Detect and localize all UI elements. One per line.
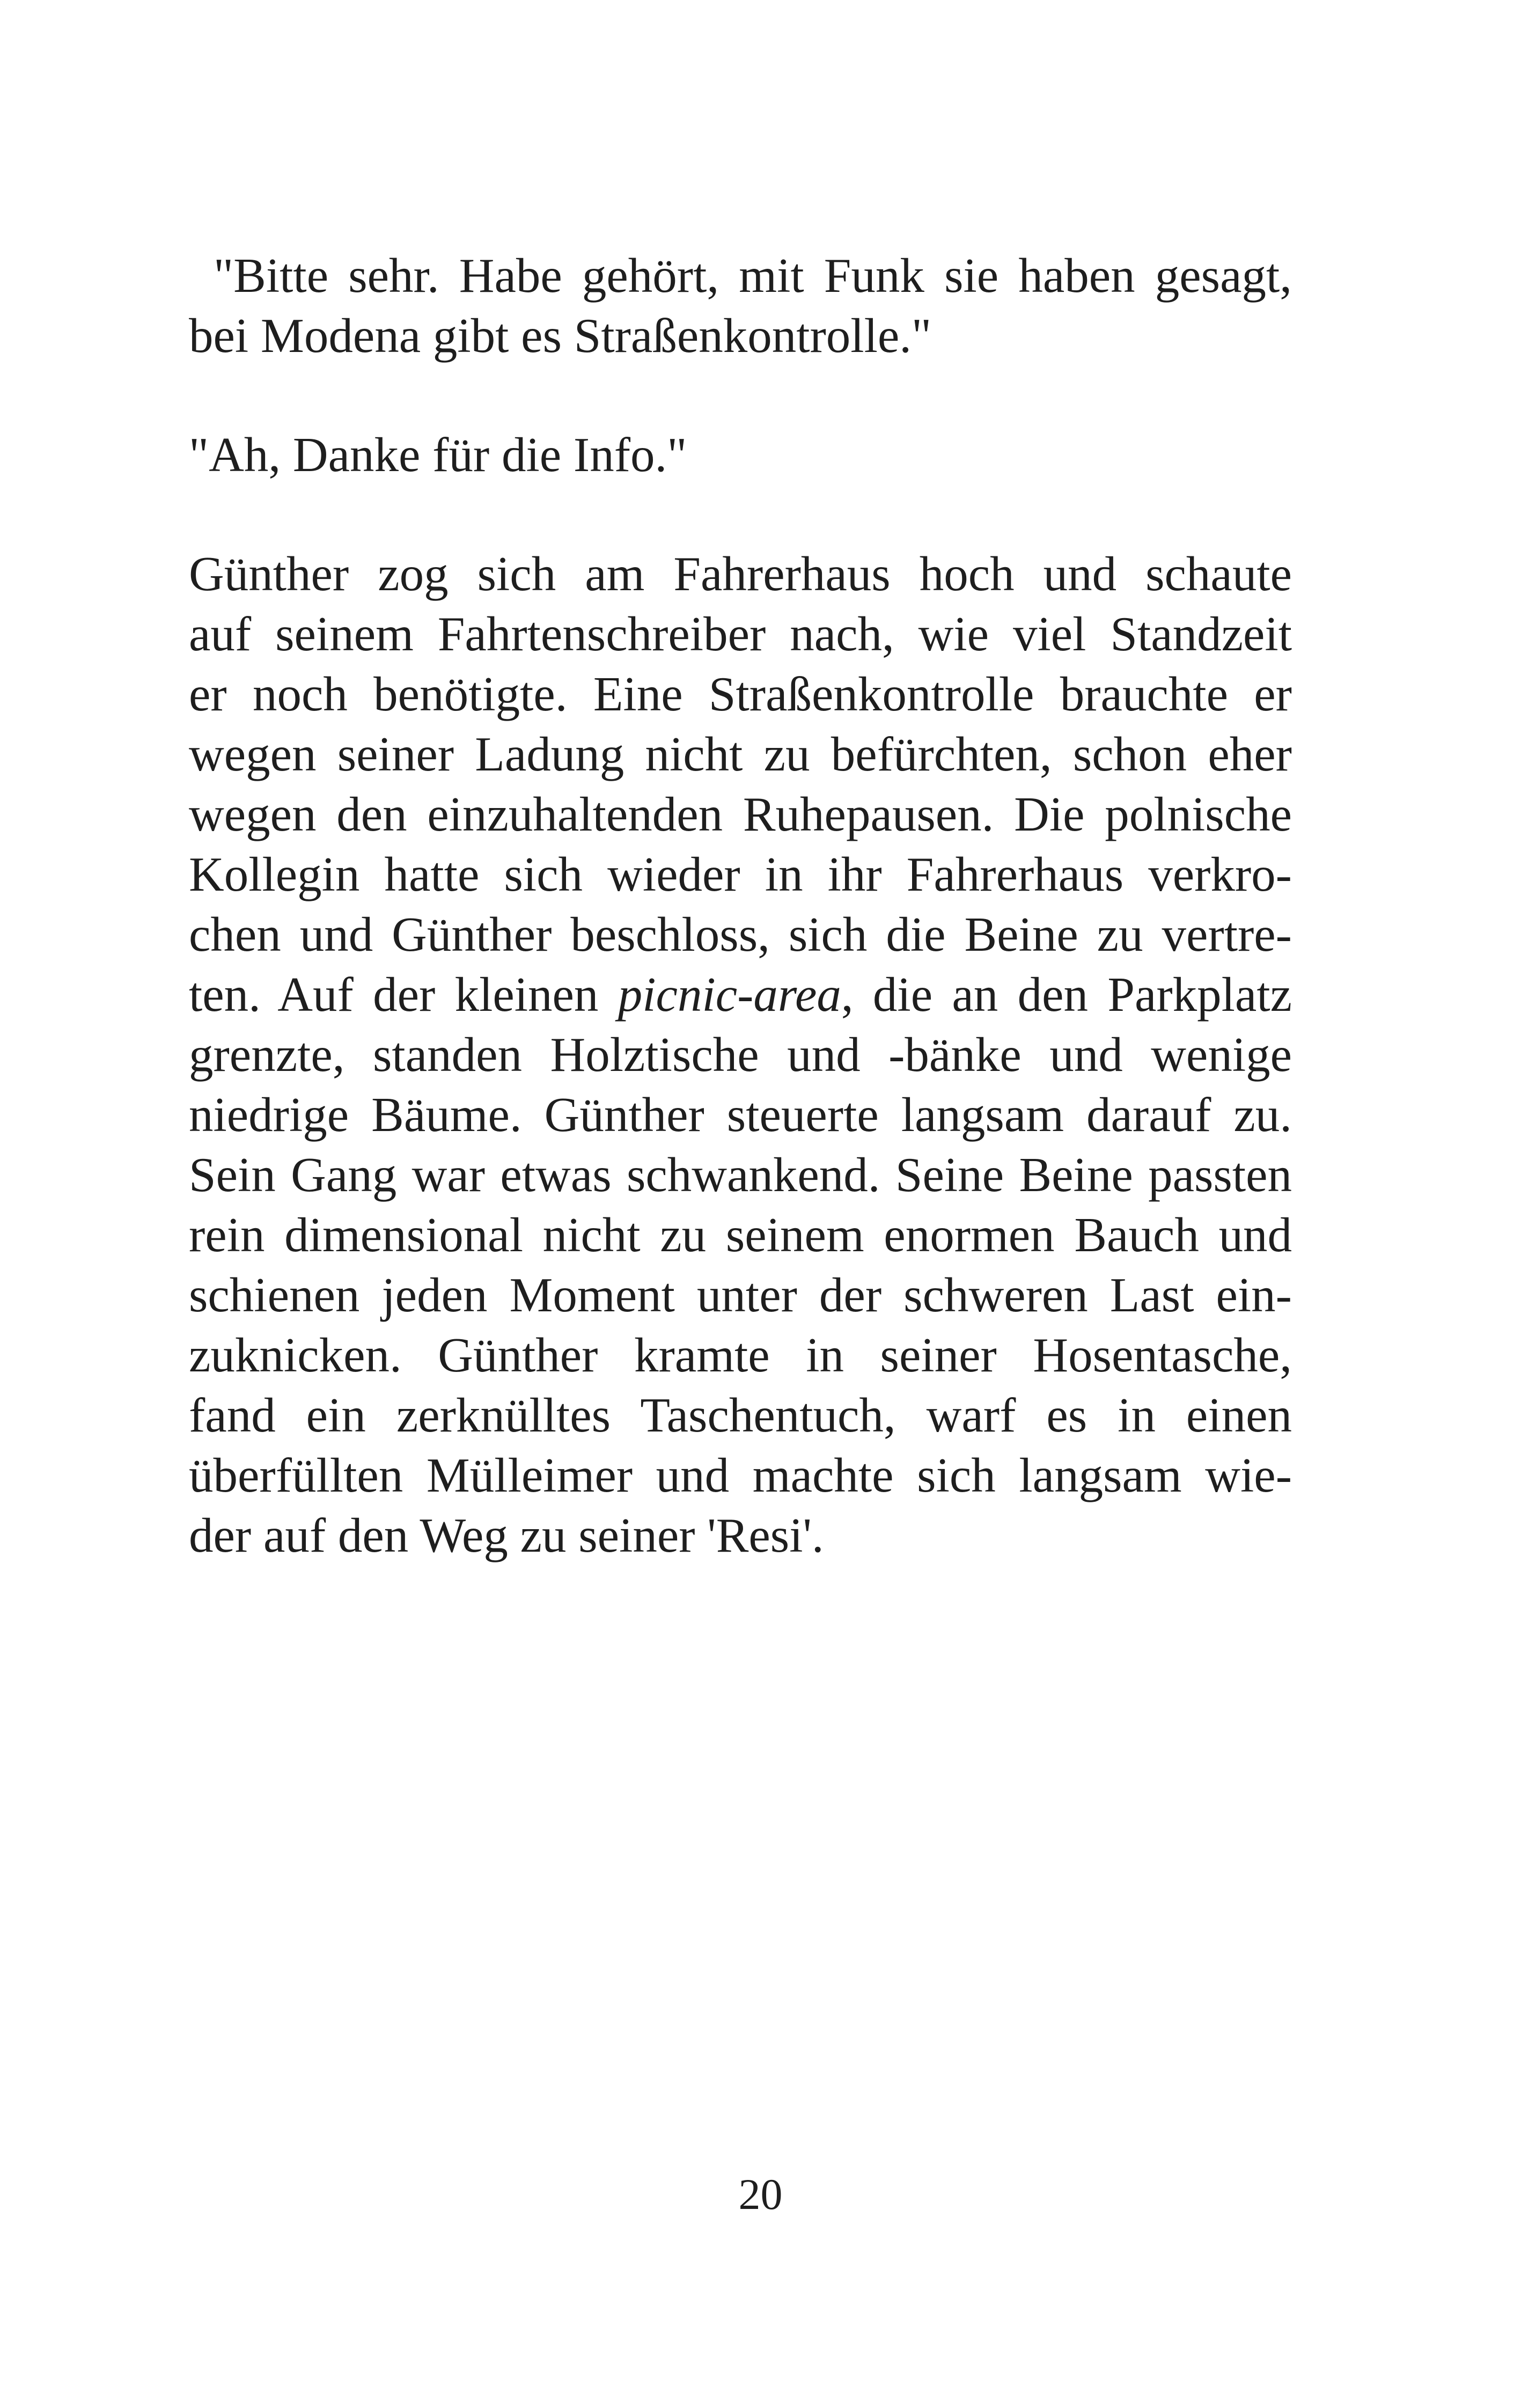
text-line: wegen seiner Ladung nicht zu befürchten, schon eher <box>189 727 1292 781</box>
text-line: wegen den einzuhaltenden Ruhepausen. Die polnische <box>189 787 1292 841</box>
text-line: fand ein zerknülltes Taschentuch, warf es in einen <box>189 1388 1292 1442</box>
text-line <box>189 965 1292 1025</box>
page-number: 20 <box>738 2170 783 2219</box>
text-line: chen und Günther beschloss, sich die Beine zu vertre- <box>189 907 1292 961</box>
italic-term: picnic-area <box>618 967 841 1022</box>
text-line: niedrige Bäume. Günther steuerte langsam darauf zu. <box>189 1088 1292 1142</box>
paragraph-gap <box>189 485 1292 544</box>
text-line: auf seinem Fahrtenschreiber nach, wie viel Standzeit <box>189 607 1292 661</box>
paragraph-gap <box>189 366 1292 425</box>
text-line: zuknicken. Günther kramte in seiner Hosentasche, <box>189 1328 1292 1382</box>
text-line: Sein Gang war etwas schwankend. Seine Beine passten <box>189 1148 1292 1202</box>
text-segment: , die an den Parkplatz <box>841 967 1292 1022</box>
text-line: "Bitte sehr. Habe gehört, mit Funk sie haben gesagt, <box>214 248 1292 303</box>
text-line: grenzte, standen Holztische und -bänke und wenige <box>189 1027 1292 1082</box>
text-line: überfüllten Mülleimer und machte sich langsam wie- <box>189 1448 1292 1502</box>
text-line: Günther zog sich am Fahrerhaus hoch und schaute <box>189 547 1292 601</box>
body-text <box>189 246 1292 1566</box>
text-line: Kollegin hatte sich wieder in ihr Fahrerhaus verkro- <box>189 847 1292 901</box>
text-line: schienen jeden Moment unter der schweren Last ein- <box>189 1268 1292 1322</box>
text-line: rein dimensional nicht zu seinem enormen Bauch und <box>189 1208 1292 1262</box>
text-line: der auf den Weg zu seiner 'Resi'. <box>189 1508 824 1562</box>
text-line: "Ah, Danke für die Info." <box>189 428 687 482</box>
text-line: bei Modena gibt es Straßenkontrolle." <box>189 309 932 363</box>
text-segment: ten. Auf der kleinen <box>189 967 618 1022</box>
text-line: er noch benötigte. Eine Straßenkontrolle brauchte er <box>189 667 1292 721</box>
